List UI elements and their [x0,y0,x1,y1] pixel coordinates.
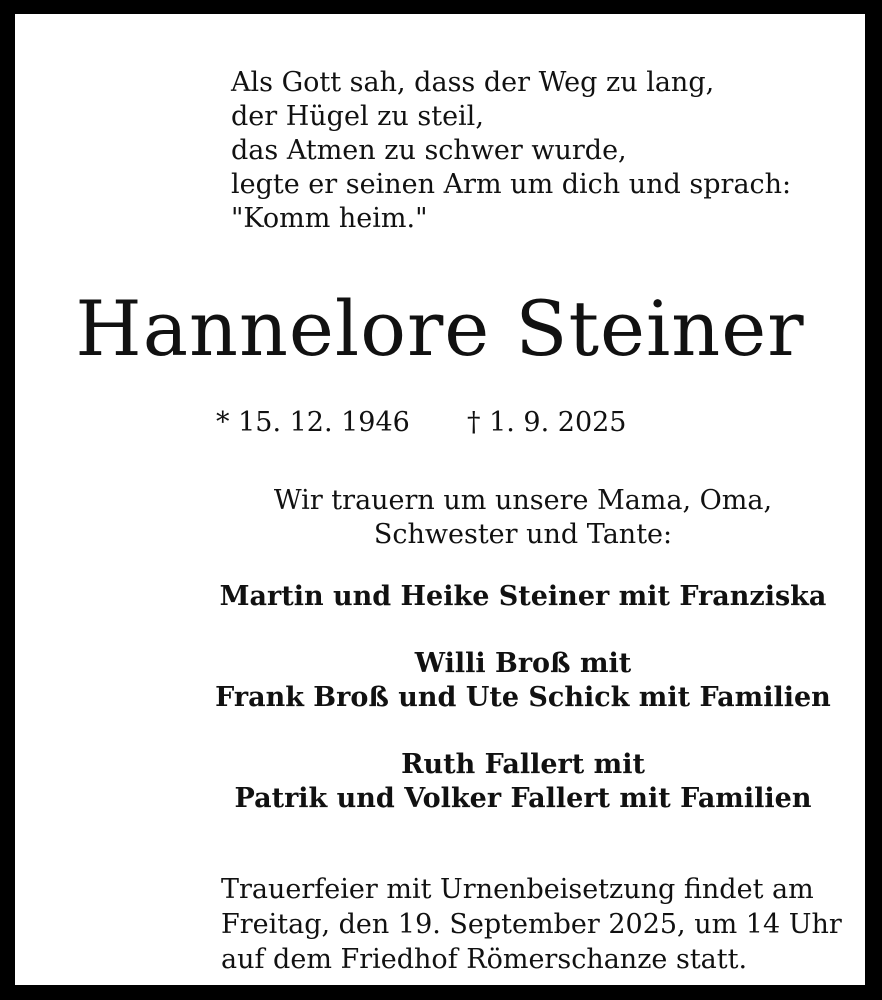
notice-line: Trauerfeier mit Urnenbeisetzung findet am [221,874,814,905]
mourner-line: Willi Broß mit [414,648,632,679]
verse-line: "Komm heim." [231,203,428,234]
verse-line: legte er seinen Arm um dich und sprach: [231,169,792,200]
verse-line: der Hügel zu steil, [231,101,484,132]
birth-date: * 15. 12. 1946 [216,407,410,438]
mourning-line: Schwester und Tante: [373,519,673,550]
obituary-notice [15,14,865,985]
verse [231,66,791,236]
verse-line: Als Gott sah, dass der Weg zu lang, [231,67,715,98]
mourners-list [15,580,882,816]
mourner-group [15,647,882,715]
mourner-line: Ruth Fallert mit [401,749,645,780]
mourner-line: Patrik und Volker Fallert mit Familien [234,783,812,814]
mourning-line: Wir trauern um unsere Mama, Oma, [273,485,773,516]
mourner-line: Frank Broß und Ute Schick mit Familien [215,682,831,713]
funeral-notice [221,872,842,977]
mourner-line: Martin und Heike Steiner mit Franziska [219,581,827,612]
mourning-text [15,484,882,552]
deceased-name: Hannelore Steiner [75,284,805,373]
mourner-group [15,748,882,816]
death-date: † 1. 9. 2025 [467,407,627,438]
verse-line: das Atmen zu schwer wurde, [231,135,627,166]
notice-line: auf dem Friedhof Römerschanze statt. [221,944,748,975]
notice-line: Freitag, den 19. September 2025, um 14 Uhr [221,909,842,940]
mourner-group [15,580,882,614]
